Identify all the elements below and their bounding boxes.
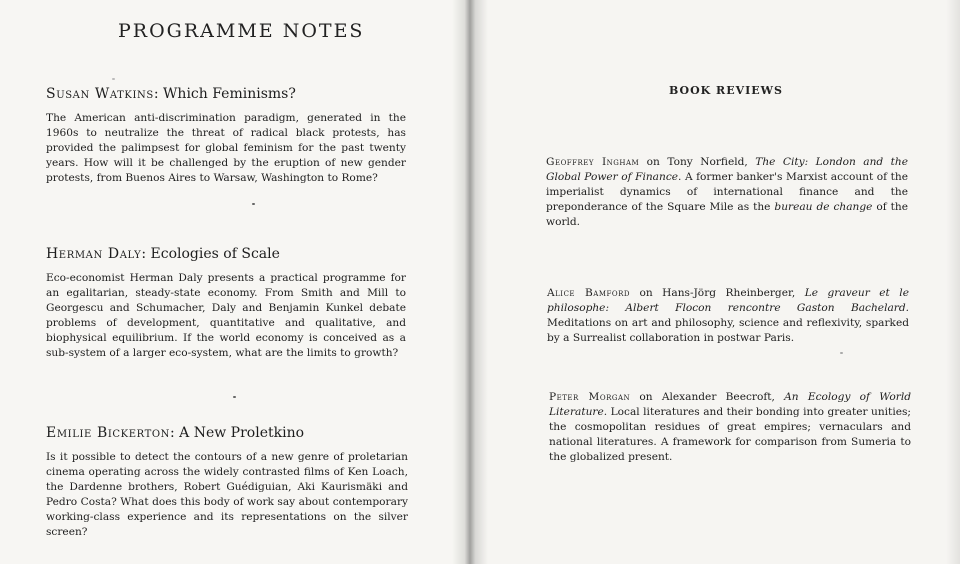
reviewer-name: Geoffrey Ingham (546, 156, 640, 168)
note-title: Ecologies of Scale (150, 246, 280, 262)
review-description: Meditations on art and philosophy, science and reflexivity, sparked by a Surrealist collaboration in postwar Paris. (547, 317, 909, 344)
programme-notes-title: PROGRAMME NOTES (118, 20, 365, 42)
book-title: The City: London and the Global Power of Finance. (546, 156, 908, 183)
review-text (549, 390, 911, 465)
book-author: Tony Norfield, (667, 156, 748, 168)
note-heading: Susan Watkins: Which Feminisms? (46, 86, 296, 102)
programme-note-2 (46, 246, 406, 361)
note-body: Is it possible to detect the contours of a new genre of proletarian cinema operating across the widely contrasted films of Ken Loach, the Dardenne brothers, Robert Guédiguian, Aki Kaurismäki and Pedro Costa? What does this body of work say about contemporary working-class experience and its representations on the silver screen? (46, 451, 408, 538)
review-on: on (639, 391, 653, 403)
note-heading: Herman Daly: Ecologies of Scale (46, 246, 280, 262)
review-description-end: of the world. (546, 201, 908, 228)
book-review-3 (549, 390, 911, 465)
note-author: Susan Watkins (46, 86, 154, 102)
review-description: Local literatures and their bonding into greater unities; the cosmopolitan residues of great empires; vernaculars and national literatures. A framework for comparison from Sumeria to the globalized present. (549, 406, 911, 463)
note-body: The American anti-discrimination paradigm, generated in the 1960s to neutralize the threat of radical black protests, has provided the palimpsest for global feminism for the past twenty years. How will it be challenged by the eruption of new gender protests, from Buenos Aires to Warsaw, Washington to Rome? (46, 112, 406, 184)
print-speck (252, 203, 255, 205)
review-description-emphasis: bureau de change (774, 201, 873, 213)
review-text (547, 286, 909, 346)
review-text (546, 155, 908, 230)
page-gutter (452, 0, 488, 564)
book-reviews-title: BOOK REVIEWS (669, 84, 783, 97)
note-heading: Emilie Bickerton: A New Proletkino (46, 425, 305, 441)
book-title: Le graveur et le philosophe: Albert Flocon rencontre Gaston Bachelard. (547, 287, 909, 314)
print-speck (112, 78, 115, 80)
reviewer-name: Alice Bamford (547, 287, 630, 299)
book-author: Hans-Jörg Rheinberger, (662, 287, 796, 299)
note-title: Which Feminisms? (163, 86, 296, 102)
programme-note-3 (46, 425, 408, 540)
note-author: Herman Daly (46, 246, 142, 262)
book-review-2 (547, 286, 909, 346)
print-speck (840, 352, 843, 354)
book-title: An Ecology of World Literature. (549, 391, 911, 418)
page-edge-shadow (946, 0, 960, 564)
note-author: Emilie Bickerton (46, 425, 170, 441)
reviewer-name: Peter Morgan (549, 391, 631, 403)
review-description: A former banker's Marxist account of the imperialist dynamics of international finance and the preponderance of the Square Mile as the (546, 171, 908, 213)
book-review-1 (546, 155, 908, 230)
review-on: on (639, 287, 653, 299)
note-body: Eco-economist Herman Daly presents a practical programme for an egalitarian, steady-state economy. From Smith and Mill to Georgescu and Schumacher, Daly and Benjamin Kunkel debate problems of development, quantitative and qualitative, and biophysical equilibrium. If the world economy is conceived as a sub-system of a larger eco-system, what are the limits to growth? (46, 272, 406, 359)
programme-note-1 (46, 86, 406, 186)
note-title: A New Proletkino (179, 425, 305, 441)
book-author: Alexander Beecroft, (661, 391, 775, 403)
review-on: on (646, 156, 660, 168)
print-speck (233, 396, 236, 398)
